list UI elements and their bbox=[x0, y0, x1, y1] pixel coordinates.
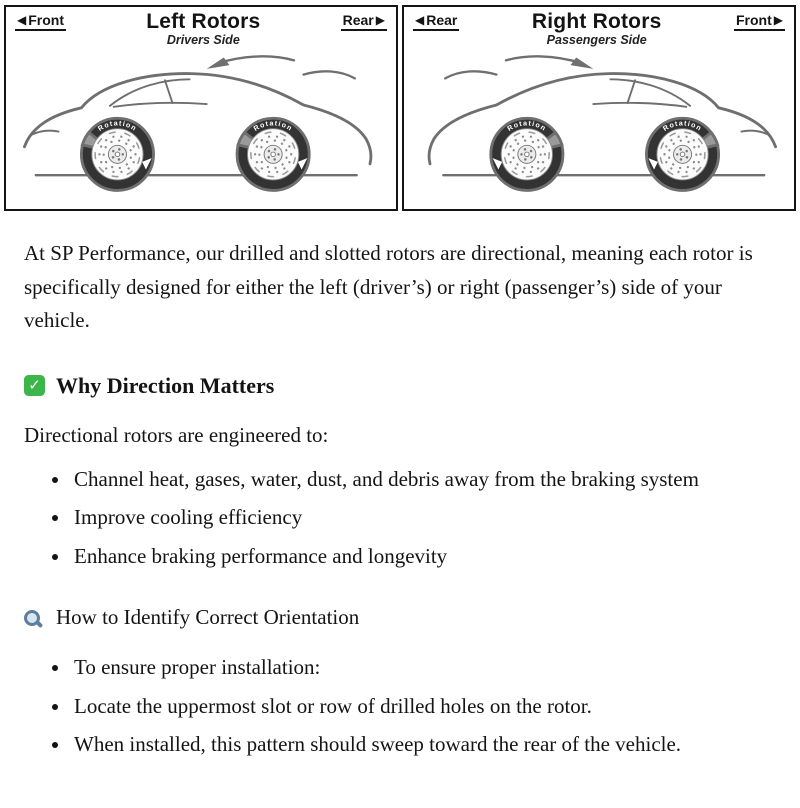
rear-direction-label bbox=[341, 12, 387, 31]
check-mark-icon: ✓ bbox=[24, 375, 45, 396]
section-heading-text: How to Identify Correct Orientation bbox=[56, 605, 360, 630]
panel-subtitle: Passengers Side bbox=[546, 33, 647, 48]
right-panel-titles bbox=[532, 11, 662, 47]
front-label: Front bbox=[28, 12, 64, 28]
svg-text:Rotation: Rotation bbox=[505, 119, 548, 134]
front-direction-label bbox=[15, 12, 66, 31]
rear-label: Rear bbox=[342, 12, 374, 28]
car-illustration-left bbox=[6, 48, 396, 198]
right-panel-header bbox=[404, 7, 794, 47]
intro-paragraph: At SP Performance, our drilled and slotted rotors are directional, meaning each rotor is specifically designed for either the left (driver’s) or right (passenger’s) side of your vehicle. bbox=[24, 241, 753, 333]
svg-text:Rotation: Rotation bbox=[252, 119, 295, 134]
article-body bbox=[0, 215, 800, 808]
lead-paragraph: Directional rotors are engineered to: bbox=[24, 422, 329, 447]
left-rotors-panel bbox=[4, 5, 398, 211]
list-item: • When installed, this pattern should sweep toward the rear of the vehicle. bbox=[71, 728, 774, 762]
magnifying-glass-icon bbox=[24, 609, 43, 628]
arrow-right-icon: ▶ bbox=[375, 13, 385, 27]
front-label: Front bbox=[736, 12, 772, 28]
section-heading-identify-orientation bbox=[24, 601, 776, 635]
left-panel-titles bbox=[146, 11, 260, 47]
list-item: • To ensure proper installation: bbox=[71, 651, 774, 685]
list-item: • Locate the uppermost slot or row of drilled holes on the rotor. bbox=[71, 690, 774, 724]
arrow-left-icon: ◀ bbox=[415, 13, 425, 27]
list-item: • Improve cooling efficiency bbox=[71, 501, 774, 535]
section-heading-why-direction-matters bbox=[24, 368, 776, 403]
list-item: • Enhance braking performance and longevity bbox=[71, 540, 774, 574]
left-panel-header bbox=[6, 7, 396, 47]
orientation-list bbox=[24, 651, 776, 762]
panel-subtitle: Drivers Side bbox=[166, 33, 240, 48]
section-heading-text: Why Direction Matters bbox=[56, 372, 275, 398]
rotor-direction-figure bbox=[0, 0, 800, 215]
front-direction-label bbox=[734, 12, 785, 31]
panel-title: Left Rotors bbox=[146, 10, 261, 33]
svg-text:Rotation: Rotation bbox=[96, 119, 139, 134]
right-rotors-panel bbox=[402, 5, 796, 211]
arrow-left-icon: ◀ bbox=[17, 13, 27, 27]
benefits-list bbox=[24, 463, 776, 574]
panel-title: Right Rotors bbox=[531, 10, 662, 33]
svg-text:Rotation: Rotation bbox=[661, 119, 704, 134]
list-item: • Channel heat, gases, water, dust, and debris away from the braking system bbox=[71, 463, 774, 497]
arrow-right-icon: ▶ bbox=[773, 13, 783, 27]
car-illustration-right bbox=[404, 48, 794, 198]
rear-direction-label bbox=[413, 12, 459, 31]
rear-label: Rear bbox=[426, 12, 458, 28]
